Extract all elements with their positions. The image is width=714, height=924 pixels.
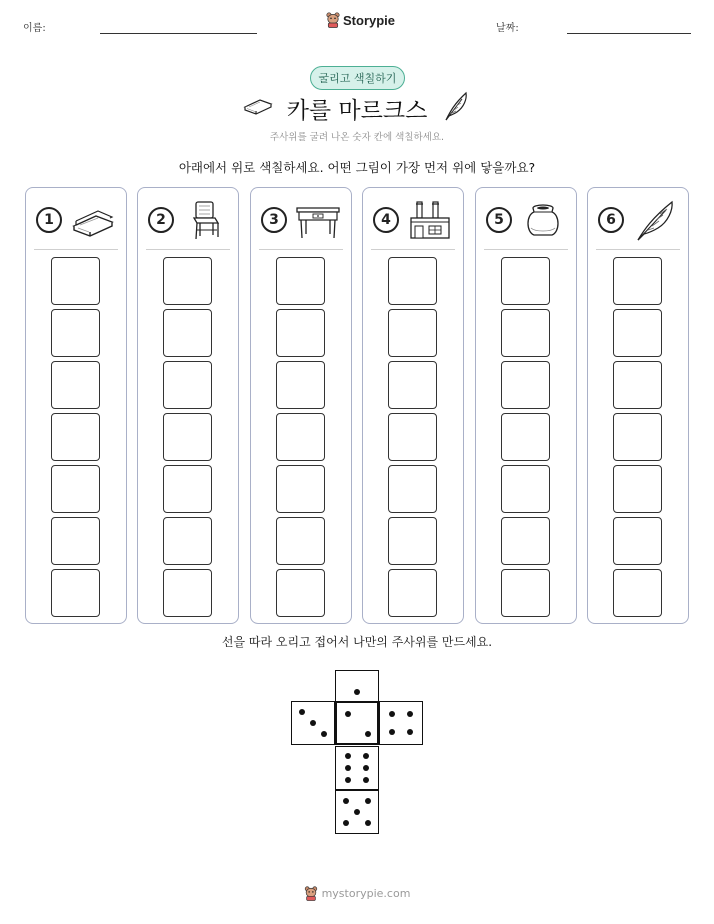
bear-mascot-icon [326, 12, 340, 28]
color-cell[interactable] [276, 465, 325, 513]
column-number: 4 [373, 207, 399, 233]
column-6 [587, 187, 689, 624]
subtitle: 주사위를 굴려 나온 숫자 칸에 색칠하세요. [269, 132, 445, 143]
ink-pot-icon [520, 198, 566, 242]
color-cell[interactable] [501, 517, 550, 565]
color-cell[interactable] [388, 465, 437, 513]
quill-feather-icon [442, 90, 470, 122]
column-number: 5 [486, 207, 512, 233]
column-4 [362, 187, 464, 624]
column-number: 6 [598, 207, 624, 233]
die-face-3 [291, 701, 335, 745]
quill-feather-icon [632, 198, 678, 242]
footer [0, 886, 714, 901]
activity-pill: 굴리고 색칠하기 [310, 66, 405, 90]
color-cell[interactable] [388, 257, 437, 305]
pip [310, 720, 316, 726]
bear-mascot-icon [304, 886, 318, 901]
color-cell[interactable] [613, 517, 662, 565]
column-divider [146, 249, 230, 250]
page-title: 카를 마르크스 [286, 98, 428, 124]
color-cell[interactable] [51, 569, 100, 617]
column-divider [596, 249, 680, 250]
color-cell[interactable] [163, 517, 212, 565]
color-cell[interactable] [276, 257, 325, 305]
color-cell[interactable] [51, 465, 100, 513]
color-cell[interactable] [613, 569, 662, 617]
pip [365, 820, 371, 826]
column-2 [137, 187, 239, 624]
pip [389, 711, 395, 717]
color-cell[interactable] [388, 361, 437, 409]
column-5 [475, 187, 577, 624]
pip [345, 711, 351, 717]
color-cell[interactable] [501, 309, 550, 357]
date-label: 날짜: [496, 23, 519, 34]
color-cell[interactable] [388, 517, 437, 565]
die-face-2 [335, 701, 379, 745]
color-cell[interactable] [613, 257, 662, 305]
column-3 [250, 187, 352, 624]
color-cell[interactable] [163, 257, 212, 305]
pip [407, 729, 413, 735]
color-cell[interactable] [501, 569, 550, 617]
desk-icon [295, 198, 341, 242]
column-divider [259, 249, 343, 250]
color-cell[interactable] [613, 465, 662, 513]
die-face-6 [335, 746, 379, 790]
color-cell[interactable] [276, 517, 325, 565]
column-divider [34, 249, 118, 250]
color-cell[interactable] [276, 413, 325, 461]
color-cell[interactable] [51, 413, 100, 461]
name-label: 이름: [23, 23, 46, 34]
pip [345, 777, 351, 783]
pip [363, 765, 369, 771]
color-cell[interactable] [388, 569, 437, 617]
color-cell[interactable] [501, 361, 550, 409]
die-face-5 [335, 790, 379, 834]
color-cell[interactable] [51, 257, 100, 305]
color-cell[interactable] [276, 361, 325, 409]
pip [343, 820, 349, 826]
color-cell[interactable] [501, 413, 550, 461]
storypie-logo [326, 12, 395, 28]
color-cell[interactable] [163, 413, 212, 461]
color-cell[interactable] [613, 413, 662, 461]
brand-name: Storypie [343, 12, 396, 28]
books-icon [70, 198, 116, 242]
pip [345, 753, 351, 759]
factory-icon [407, 198, 453, 242]
column-1 [25, 187, 127, 624]
pip [345, 765, 351, 771]
color-cell[interactable] [388, 309, 437, 357]
pip [321, 731, 327, 737]
pip [354, 809, 360, 815]
footer-url[interactable]: mystorypie.com [321, 887, 411, 900]
pip [389, 729, 395, 735]
color-cell[interactable] [388, 413, 437, 461]
pip [363, 753, 369, 759]
pip [299, 709, 305, 715]
color-cell[interactable] [163, 309, 212, 357]
column-number: 2 [148, 207, 174, 233]
color-cell[interactable] [613, 309, 662, 357]
color-cell[interactable] [501, 257, 550, 305]
color-cell[interactable] [163, 569, 212, 617]
color-cell[interactable] [51, 309, 100, 357]
color-cell[interactable] [51, 361, 100, 409]
name-line[interactable] [100, 33, 257, 34]
color-cell[interactable] [276, 309, 325, 357]
pip [343, 798, 349, 804]
column-divider [371, 249, 455, 250]
color-cell[interactable] [276, 569, 325, 617]
pip [363, 777, 369, 783]
fold-instruction: 선을 따라 오리고 접어서 나만의 주사위를 만드세요. [221, 635, 493, 649]
color-cell[interactable] [613, 361, 662, 409]
die-face-4 [379, 701, 423, 745]
color-cell[interactable] [51, 517, 100, 565]
color-cell[interactable] [163, 465, 212, 513]
color-cell[interactable] [163, 361, 212, 409]
date-line[interactable] [567, 33, 691, 34]
color-cell[interactable] [501, 465, 550, 513]
pip [354, 689, 360, 695]
pip [365, 798, 371, 804]
column-number: 1 [36, 207, 62, 233]
pip [365, 731, 371, 737]
column-number: 3 [261, 207, 287, 233]
pip [407, 711, 413, 717]
chair-icon [182, 198, 228, 242]
instruction-text: 아래에서 위로 색칠하세요. 어떤 그림이 가장 먼저 위에 닿을까요? [178, 160, 536, 175]
column-divider [484, 249, 568, 250]
